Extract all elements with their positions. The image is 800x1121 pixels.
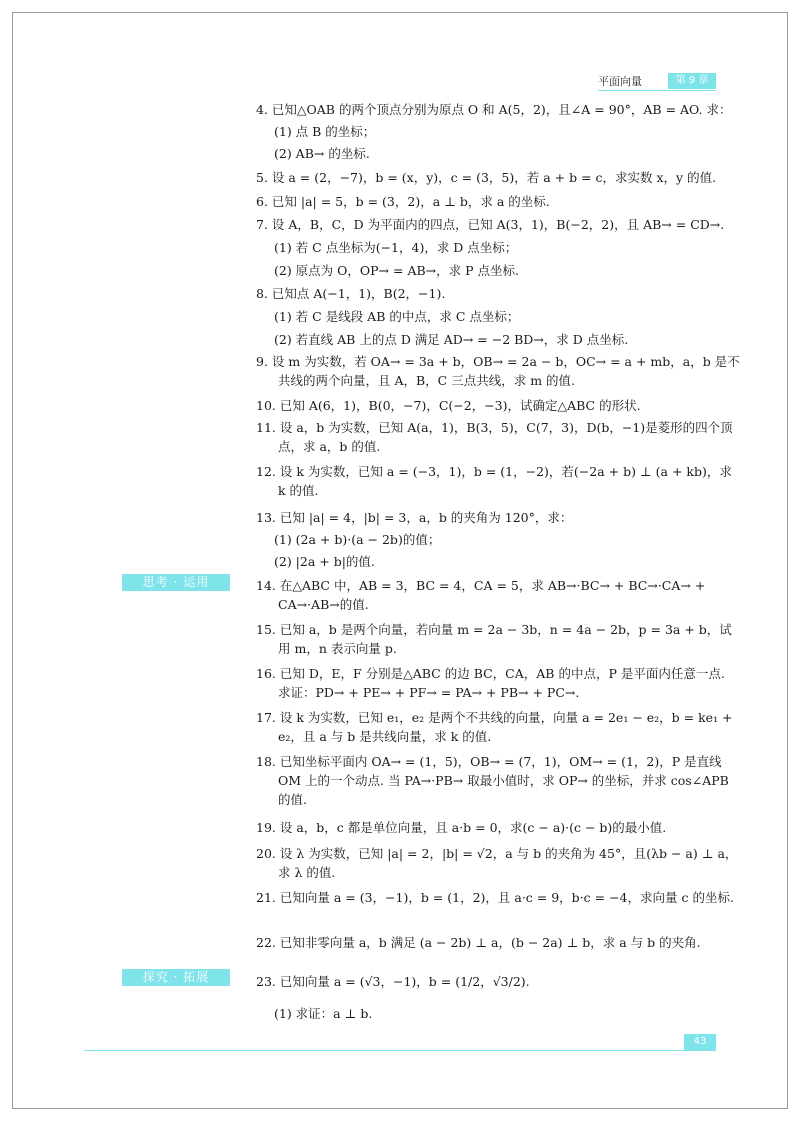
footer-rule: [84, 1050, 716, 1051]
exercise-21: 21. 已知向量 a = (3，−1)，b = (1，2)，且 a·c = 9，b·c = −4，求向量 c 的坐标.: [256, 890, 734, 905]
exercise-8: 8. 已知点 A(−1，1)，B(2，−1).: [256, 286, 446, 301]
exercise-7-part-2: (2) 原点为 O，OP→ = AB→，求 P 点坐标.: [274, 263, 519, 278]
page-number: 43: [684, 1034, 716, 1050]
exercise-5: 5. 设 a = (2，−7)，b = (x，y)，c = (3，5)，若 a + b = c，求实数 x，y 的值.: [256, 170, 717, 185]
exercise-23-part-1: (1) 求证：a ⊥ b.: [274, 1006, 373, 1021]
exercise-12: 12. 设 k 为实数，已知 a = (−3，1)，b = (1，−2)，若(−2a + b) ⊥ (a + kb)，求 k 的值.: [256, 464, 732, 498]
section-tag-think-apply: 思考 · 运用: [122, 574, 230, 591]
exercise-13-part-1: (1) (2a + b)·(a − 2b)的值；: [274, 532, 441, 547]
exercise-18: 18. 已知坐标平面内 OA→ = (1，5)，OB→ = (7，1)，OM→ = (1，2)，P 是直线 OM 上的一个动点. 当 PA→·PB→ 取最小值时，求 OP→ 的坐标，并求 cos∠APB 的值.: [256, 754, 729, 807]
exercise-13-part-2: (2) |2a + b|的值.: [274, 554, 375, 569]
exercise-8-part-2: (2) 若直线 AB 上的点 D 满足 AD→ = −2 BD→，求 D 点坐标.: [274, 332, 629, 347]
exercise-11: 11. 设 a，b 为实数，已知 A(a，1)，B(3，5)，C(7，3)，D(b，−1)是菱形的四个顶点，求 a，b 的值.: [256, 420, 733, 454]
chapter-badge: 第 9 章: [668, 73, 716, 89]
exercise-19: 19. 设 a，b，c 都是单位向量，且 a·b = 0，求(c − a)·(c − b)的最小值.: [256, 820, 667, 835]
exercise-22: 22. 已知非零向量 a，b 满足 (a − 2b) ⊥ a，(b − 2a) ⊥ b，求 a 与 b 的夹角.: [256, 935, 701, 950]
exercise-15: 15. 已知 a，b 是两个向量，若向量 m = 2a − 3b，n = 4a − 2b，p = 3a + b，试用 m，n 表示向量 p.: [256, 622, 732, 656]
exercise-7: 7. 设 A，B，C，D 为平面内的四点，已知 A(3，1)，B(−2，2)，且 AB→ = CD→.: [256, 217, 725, 232]
exercise-7-part-1: (1) 若 C 点坐标为(−1，4)，求 D 点坐标；: [274, 240, 518, 255]
exercise-6: 6. 已知 |a| = 5，b = (3，2)，a ⊥ b，求 a 的坐标.: [256, 194, 550, 209]
exercise-13: 13. 已知 |a| = 4，|b| = 3，a，b 的夹角为 120°，求：: [256, 510, 573, 525]
exercise-4: 4. 已知△OAB 的两个顶点分别为原点 O 和 A(5，2)，且∠A = 90°，AB = AO. 求：: [256, 102, 732, 117]
section-tag-explore-extend: 探究 · 拓展: [122, 969, 230, 986]
exercise-9: 9. 设 m 为实数，若 OA→ = 3a + b，OB→ = 2a − b，OC→ = a + mb，a，b 是不共线的两个向量，且 A，B，C 三点共线，求 m 的值.: [256, 354, 740, 388]
exercise-10: 10. 已知 A(6，1)，B(0，−7)，C(−2，−3)，试确定△ABC 的形状.: [256, 398, 641, 413]
exercise-20: 20. 设 λ 为实数，已知 |a| = 2，|b| = √2，a 与 b 的夹角为 45°，且(λb − a) ⊥ a，求 λ 的值.: [256, 846, 738, 880]
exercise-8-part-1: (1) 若 C 是线段 AB 的中点，求 C 点坐标；: [274, 309, 520, 324]
exercise-23: 23. 已知向量 a = (√3，−1)，b = (1/2，√3/2).: [256, 974, 530, 989]
exercise-17: 17. 设 k 为实数，已知 e₁，e₂ 是两个不共线的向量，向量 a = 2e₁ − e₂，b = ke₁ + e₂，且 a 与 b 是共线向量，求 k 的值.: [256, 710, 733, 744]
exercise-4-part-1: (1) 点 B 的坐标；: [274, 124, 376, 139]
running-header-title: 平面向量: [598, 75, 642, 88]
exercise-14: 14. 在△ABC 中，AB = 3，BC = 4，CA = 5，求 AB→·BC→ + BC→·CA→ + CA→·AB→的值.: [256, 578, 706, 612]
exercise-4-part-2: (2) AB→ 的坐标.: [274, 146, 370, 161]
header-rule: [598, 90, 716, 91]
exercise-16: 16. 已知 D，E，F 分别是△ABC 的边 BC，CA，AB 的中点，P 是平面内任意一点. 求证：PD→ + PE→ + PF→ = PA→ + PB→ + PC→.: [256, 666, 725, 700]
